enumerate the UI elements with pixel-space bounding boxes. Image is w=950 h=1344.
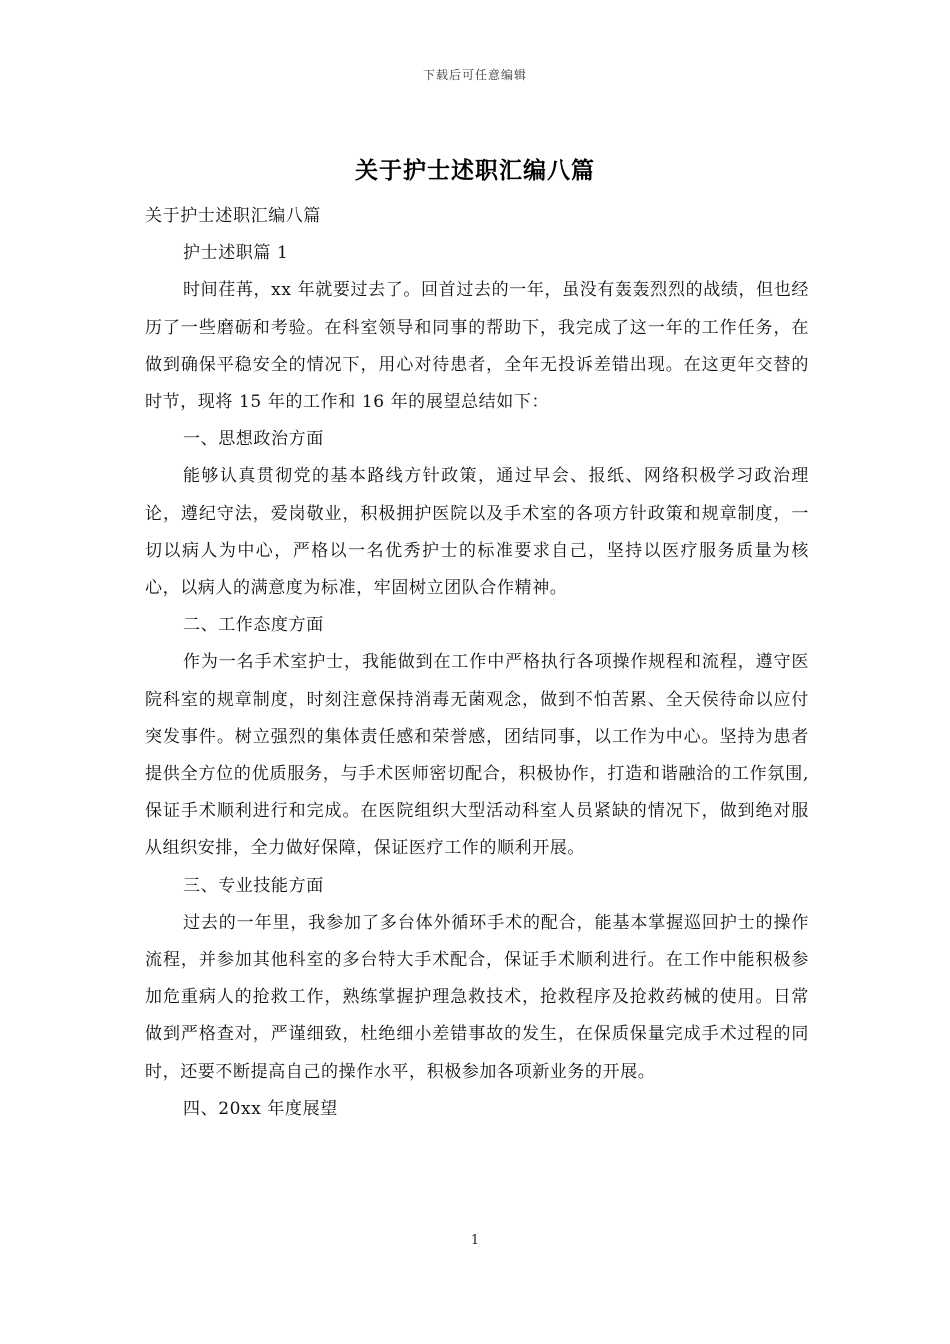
header-note: 下载后可任意编辑 [422, 68, 527, 82]
document-subtitle: 关于护士述职汇编八篇 [145, 206, 321, 226]
document-title: 关于护士述职汇编八篇 [355, 157, 595, 184]
paragraph-attitude: 作为一名手术室护士，我能做到在工作中严格执行各项操作规程和流程，遵守医院科室的规章制度，时刻注意保持消毒无菌观念，做到不怕苦累、全天侯待命以应付突发事件。树立强烈的集体责任感和荣誉感，团结同事，以工作为中心。坚持为患者提供全方位的优质服务，与手术医师密切配合，积极协作，打造和谐融洽的工作氛围,保证手术顺利进行和完成。在医院组织大型活动科室人员紧缺的情况下，做到绝对服从组织安排，全力做好保障，保证医疗工作的顺利开展。 [145, 652, 809, 859]
paragraph-skills: 过去的一年里，我参加了多台体外循环手术的配合，能基本掌握巡回护士的操作流程，并参加其他科室的多台特大手术配合，保证手术顺利进行。在工作中能积极参加危重病人的抢救工作，熟练掌握护理急救技术，抢救程序及抢救药械的使用。日常做到严格查对，严谨细致，杜绝细小差错事故的发生，在保质保量完成手术过程的同时，还要不断提高自己的操作水平，积极参加各项新业务的开展。 [145, 912, 809, 1082]
paragraph-political: 能够认真贯彻党的基本路线方针政策，通过早会、报纸、网络积极学习政治理论，遵纪守法，爱岗敬业，积极拥护医院以及手术室的各项方针政策和规章制度，一切以病人为中心，严格以一名优秀护士的标准要求自己，坚持以医疗服务质量为核心，以病人的满意度为标准，牢固树立团队合作精神。 [145, 466, 809, 599]
heading-political: 一、思想政治方面 [183, 429, 324, 450]
section-title: 护士述职篇 1 [183, 243, 289, 264]
page-number: 1 [470, 1233, 480, 1248]
paragraph-intro: 时间荏苒，xx 年就要过去了。回首过去的一年，虽没有轰轰烈烈的战绩，但也经历了一些磨砺和考验。在科室领导和同事的帮助下，我完成了这一年的工作任务，在做到确保平稳安全的情况下，用心对待患者，全年无投诉差错出现。在这更年交替的时节，现将 15 年的工作和 16 年的展望总结如下： [145, 280, 809, 413]
document-body [145, 198, 809, 1128]
heading-outlook: 四、20xx 年度展望 [183, 1098, 338, 1119]
heading-skills: 三、专业技能方面 [183, 875, 324, 896]
heading-attitude: 二、工作态度方面 [183, 615, 324, 636]
